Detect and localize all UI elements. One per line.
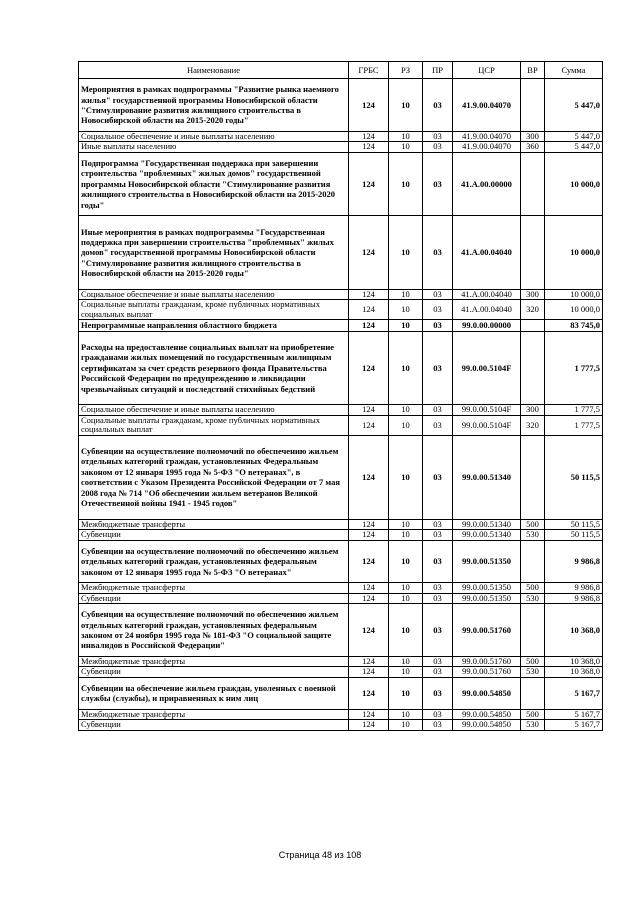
cell-csr: 99.0.00.54850	[453, 710, 521, 720]
cell-pr: 03	[423, 604, 453, 657]
cell-csr: 99.0.00.51340	[453, 519, 521, 529]
cell-grbs: 124	[349, 710, 389, 720]
cell-vr	[521, 216, 545, 290]
cell-csr: 99.0.00.51760	[453, 667, 521, 677]
cell-pr: 03	[423, 216, 453, 290]
cell-rz: 10	[389, 405, 423, 415]
cell-pr: 03	[423, 142, 453, 152]
cell-name: Межбюджетные трансферты	[79, 583, 349, 593]
cell-pr: 03	[423, 530, 453, 540]
cell-vr: 300	[521, 290, 545, 300]
page-number: Страница 48 из 108	[278, 850, 362, 860]
cell-grbs: 124	[349, 583, 389, 593]
cell-vr	[521, 435, 545, 519]
cell-name: Субвенции на осуществление полномочий по обеспечению жильем отдельных категорий граждан, установленных федеральным законом от 24 ноября 1995 года № 181-ФЗ "О социальной защите инвалидов в Российской Федерации"	[79, 604, 349, 657]
cell-csr: 99.0.00.51350	[453, 593, 521, 603]
cell-pr: 03	[423, 405, 453, 415]
table-row	[79, 290, 603, 300]
budget-table	[78, 61, 603, 731]
cell-vr: 300	[521, 132, 545, 142]
cell-pr: 03	[423, 657, 453, 667]
cell-pr: 03	[423, 583, 453, 593]
cell-vr: 530	[521, 593, 545, 603]
table-row	[79, 530, 603, 540]
table-row	[79, 320, 603, 331]
cell-vr	[521, 677, 545, 709]
cell-name: Субвенции	[79, 530, 349, 540]
cell-rz: 10	[389, 604, 423, 657]
cell-name: Субвенции на осуществление полномочий по обеспечению жильем отдельных категорий граждан, установленных федеральным законом от 12 января 1995 года № 5-ФЗ "О ветеранах"	[79, 540, 349, 583]
cell-vr: 320	[521, 415, 545, 435]
cell-grbs: 124	[349, 79, 389, 132]
cell-rz: 10	[389, 152, 423, 215]
cell-csr: 99.0.00.5104F	[453, 331, 521, 405]
cell-name: Межбюджетные трансферты	[79, 710, 349, 720]
cell-sum: 10 368,0	[545, 657, 603, 667]
cell-vr: 320	[521, 300, 545, 320]
table-row	[79, 710, 603, 720]
cell-sum: 10 000,0	[545, 290, 603, 300]
cell-csr: 41.А.00.04040	[453, 290, 521, 300]
cell-grbs: 124	[349, 132, 389, 142]
table-row	[79, 657, 603, 667]
cell-grbs: 124	[349, 530, 389, 540]
table-row	[79, 519, 603, 529]
cell-grbs: 124	[349, 435, 389, 519]
cell-grbs: 124	[349, 320, 389, 331]
cell-sum: 5 447,0	[545, 142, 603, 152]
cell-rz: 10	[389, 435, 423, 519]
cell-sum: 10 000,0	[545, 216, 603, 290]
cell-grbs: 124	[349, 142, 389, 152]
cell-grbs: 124	[349, 216, 389, 290]
cell-name: Субвенции	[79, 720, 349, 730]
cell-rz: 10	[389, 677, 423, 709]
header-name: Наименование	[79, 62, 349, 79]
header-grbs: ГРБС	[349, 62, 389, 79]
cell-sum: 5 167,7	[545, 720, 603, 730]
cell-name: Социальные выплаты гражданам, кроме публичных нормативных социальных выплат	[79, 300, 349, 320]
cell-rz: 10	[389, 667, 423, 677]
cell-pr: 03	[423, 152, 453, 215]
cell-vr	[521, 320, 545, 331]
cell-sum: 83 745,0	[545, 320, 603, 331]
cell-rz: 10	[389, 331, 423, 405]
cell-csr: 41.9.00.04070	[453, 132, 521, 142]
cell-vr	[521, 331, 545, 405]
cell-rz: 10	[389, 320, 423, 331]
table-row	[79, 677, 603, 709]
cell-rz: 10	[389, 540, 423, 583]
cell-grbs: 124	[349, 405, 389, 415]
table-row	[79, 300, 603, 320]
cell-vr	[521, 79, 545, 132]
cell-csr: 99.0.00.5104F	[453, 405, 521, 415]
cell-csr: 99.0.00.54850	[453, 720, 521, 730]
cell-name: Межбюджетные трансферты	[79, 657, 349, 667]
header-sum: Сумма	[545, 62, 603, 79]
header-csr: ЦСР	[453, 62, 521, 79]
cell-grbs: 124	[349, 519, 389, 529]
cell-vr	[521, 604, 545, 657]
table-row	[79, 540, 603, 583]
table-row	[79, 720, 603, 730]
cell-grbs: 124	[349, 290, 389, 300]
header-rz: РЗ	[389, 62, 423, 79]
cell-sum: 10 000,0	[545, 152, 603, 215]
cell-csr: 41.9.00.04070	[453, 142, 521, 152]
cell-grbs: 124	[349, 593, 389, 603]
cell-vr: 500	[521, 710, 545, 720]
cell-rz: 10	[389, 415, 423, 435]
cell-csr: 99.0.00.51760	[453, 604, 521, 657]
cell-sum: 10 000,0	[545, 300, 603, 320]
cell-name: Субвенции	[79, 667, 349, 677]
cell-sum: 9 986,8	[545, 593, 603, 603]
cell-rz: 10	[389, 142, 423, 152]
cell-name: Социальное обеспечение и иные выплаты населению	[79, 405, 349, 415]
table-row	[79, 405, 603, 415]
cell-grbs: 124	[349, 331, 389, 405]
table-row	[79, 79, 603, 132]
cell-vr: 300	[521, 405, 545, 415]
cell-sum: 9 986,8	[545, 540, 603, 583]
cell-name: Социальные выплаты гражданам, кроме публичных нормативных социальных выплат	[79, 415, 349, 435]
table-row	[79, 583, 603, 593]
cell-rz: 10	[389, 657, 423, 667]
cell-rz: 10	[389, 79, 423, 132]
cell-csr: 99.0.00.00000	[453, 320, 521, 331]
cell-grbs: 124	[349, 677, 389, 709]
cell-csr: 99.0.00.51760	[453, 657, 521, 667]
cell-csr: 41.9.00.04070	[453, 79, 521, 132]
header-pr: ПР	[423, 62, 453, 79]
cell-rz: 10	[389, 720, 423, 730]
cell-grbs: 124	[349, 657, 389, 667]
cell-grbs: 124	[349, 604, 389, 657]
cell-sum: 10 368,0	[545, 604, 603, 657]
cell-vr: 530	[521, 530, 545, 540]
table-row	[79, 331, 603, 405]
cell-sum: 5 167,7	[545, 677, 603, 709]
cell-name: Субвенции	[79, 593, 349, 603]
cell-name: Субвенции на обеспечение жильем граждан, уволенных с военной службы (службы), и приравненных к ним лиц	[79, 677, 349, 709]
cell-pr: 03	[423, 435, 453, 519]
cell-vr: 500	[521, 519, 545, 529]
table-header-row	[79, 62, 603, 79]
cell-csr: 99.0.00.5104F	[453, 415, 521, 435]
cell-grbs: 124	[349, 415, 389, 435]
cell-pr: 03	[423, 519, 453, 529]
cell-rz: 10	[389, 530, 423, 540]
cell-csr: 99.0.00.51350	[453, 540, 521, 583]
cell-vr: 530	[521, 667, 545, 677]
table-row	[79, 593, 603, 603]
cell-sum: 9 986,8	[545, 583, 603, 593]
cell-sum: 1 777,5	[545, 331, 603, 405]
cell-name: Иные выплаты населению	[79, 142, 349, 152]
cell-pr: 03	[423, 331, 453, 405]
cell-vr	[521, 152, 545, 215]
cell-sum: 50 115,5	[545, 530, 603, 540]
cell-pr: 03	[423, 132, 453, 142]
cell-pr: 03	[423, 710, 453, 720]
cell-sum: 5 447,0	[545, 79, 603, 132]
table-row	[79, 667, 603, 677]
cell-vr: 530	[521, 720, 545, 730]
cell-rz: 10	[389, 593, 423, 603]
cell-name: Межбюджетные трансферты	[79, 519, 349, 529]
cell-csr: 99.0.00.51350	[453, 583, 521, 593]
cell-rz: 10	[389, 583, 423, 593]
table-row	[79, 142, 603, 152]
table-row	[79, 435, 603, 519]
table-row	[79, 152, 603, 215]
cell-sum: 5 447,0	[545, 132, 603, 142]
cell-name: Непрограммные направления областного бюджета	[79, 320, 349, 331]
cell-vr: 360	[521, 142, 545, 152]
cell-sum: 1 777,5	[545, 405, 603, 415]
cell-vr: 500	[521, 657, 545, 667]
cell-pr: 03	[423, 667, 453, 677]
table-row	[79, 132, 603, 142]
table-row	[79, 216, 603, 290]
cell-pr: 03	[423, 300, 453, 320]
cell-sum: 50 115,5	[545, 435, 603, 519]
cell-csr: 41.А.00.04040	[453, 216, 521, 290]
cell-grbs: 124	[349, 300, 389, 320]
cell-pr: 03	[423, 677, 453, 709]
cell-vr: 500	[521, 583, 545, 593]
cell-rz: 10	[389, 300, 423, 320]
cell-pr: 03	[423, 290, 453, 300]
cell-sum: 50 115,5	[545, 519, 603, 529]
cell-vr	[521, 540, 545, 583]
cell-grbs: 124	[349, 667, 389, 677]
cell-grbs: 124	[349, 540, 389, 583]
cell-name: Подпрограмма "Государственная поддержка при завершении строительства "проблемных" жилых домов" государственной программы Новосибирской области "Стимулирование развития жилищного строительства в Новосибирской области на 2015-2020 годы"	[79, 152, 349, 215]
table-row	[79, 604, 603, 657]
cell-pr: 03	[423, 415, 453, 435]
cell-sum: 5 167,7	[545, 710, 603, 720]
cell-rz: 10	[389, 710, 423, 720]
cell-pr: 03	[423, 593, 453, 603]
cell-rz: 10	[389, 132, 423, 142]
cell-csr: 41.А.00.00000	[453, 152, 521, 215]
cell-name: Субвенции на осуществление полномочий по обеспечению жильем отдельных категорий граждан, установленных Федеральным законом от 12 января 1995 года № 5-ФЗ "О ветеранах", в соответствии с Указом Президента Российской Федерации от 7 мая 2008 года № 714 "Об обеспечении жильем ветеранов Великой Отечественной войны 1941 - 1945 годов"	[79, 435, 349, 519]
cell-name: Расходы на предоставление социальных выплат на приобретение гражданами жилых помещений по государственным жилищным сертификатам за счет средств резервного фонда Правительства Российской Федерации по предупреждению и ликвидации чрезвычайных ситуаций и последствий стихийных бедствий	[79, 331, 349, 405]
cell-rz: 10	[389, 519, 423, 529]
cell-rz: 10	[389, 216, 423, 290]
header-vr: ВР	[521, 62, 545, 79]
cell-name: Социальное обеспечение и иные выплаты населению	[79, 290, 349, 300]
cell-csr: 99.0.00.51340	[453, 530, 521, 540]
cell-name: Иные мероприятия в рамках подпрограммы "Государственная поддержка при завершении строительства "проблемных" жилых домов" государственной программы Новосибирской области "Стимулирование развития жилищного строительства в Новосибирской области на 2015-2020 годы"	[79, 216, 349, 290]
cell-sum: 1 777,5	[545, 415, 603, 435]
cell-grbs: 124	[349, 152, 389, 215]
cell-pr: 03	[423, 320, 453, 331]
cell-csr: 41.А.00.04040	[453, 300, 521, 320]
cell-csr: 99.0.00.54850	[453, 677, 521, 709]
cell-grbs: 124	[349, 720, 389, 730]
cell-name: Социальное обеспечение и иные выплаты населению	[79, 132, 349, 142]
cell-sum: 10 368,0	[545, 667, 603, 677]
table-row	[79, 415, 603, 435]
cell-rz: 10	[389, 290, 423, 300]
cell-pr: 03	[423, 79, 453, 132]
budget-table-container	[78, 61, 602, 731]
cell-pr: 03	[423, 720, 453, 730]
cell-pr: 03	[423, 540, 453, 583]
cell-csr: 99.0.00.51340	[453, 435, 521, 519]
cell-name: Мероприятия в рамках подпрограммы "Развитие рынка наемного жилья" государственной программы Новосибирской области "Стимулирование развития жилищного строительства в Новосибирской области на 2015-2020 годы"	[79, 79, 349, 132]
